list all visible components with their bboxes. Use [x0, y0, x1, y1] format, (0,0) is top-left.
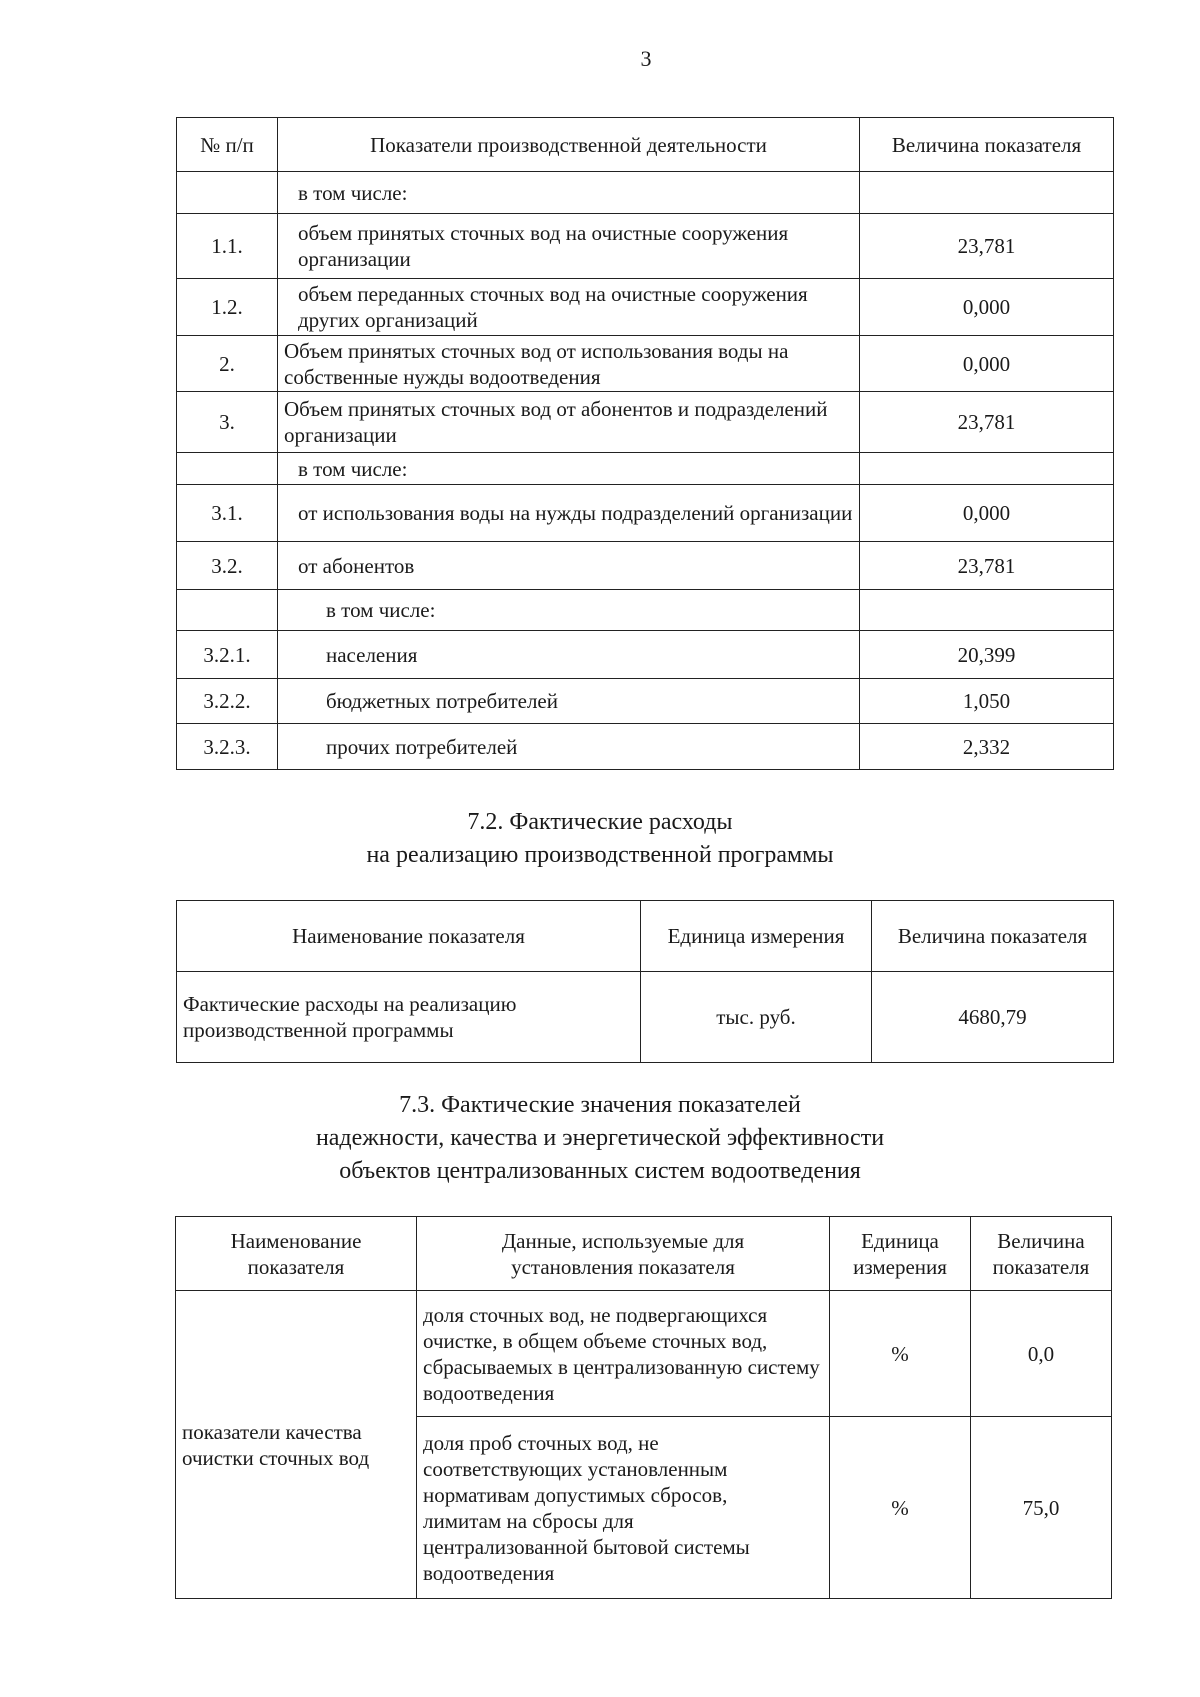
row-number: 3.2.2. [177, 679, 278, 724]
table-row [177, 679, 1114, 724]
row-unit: % [830, 1417, 971, 1599]
row-value: 23,781 [860, 214, 1114, 279]
table-row [177, 972, 1114, 1063]
row-name: бюджетных потребителей [278, 679, 860, 724]
row-value: 23,781 [860, 542, 1114, 590]
section-7-2-heading [0, 806, 1200, 872]
table-row [177, 542, 1114, 590]
header-cell: Данные, используемые для установления показателя [417, 1217, 830, 1291]
table-row [177, 724, 1114, 770]
table-header-row [176, 1217, 1112, 1291]
indicator-group: показатели качества очистки сточных вод [176, 1291, 417, 1599]
row-name: прочих потребителей [278, 724, 860, 770]
row-data: доля сточных вод, не подвергающихся очистке, в общем объеме сточных вод, сбрасываемых в централизованную систему водоотведения [417, 1291, 830, 1417]
header-cell: Наименование показателя [176, 1217, 417, 1291]
row-value: 2,332 [860, 724, 1114, 770]
heading-line: объектов централизованных систем водоотведения [339, 1158, 861, 1184]
row-name: Объем принятых сточных вод от абонентов и подразделений организации [278, 392, 860, 453]
table-row [176, 1291, 1112, 1417]
table-row [177, 279, 1114, 336]
row-value: 0,000 [860, 336, 1114, 392]
heading-line: надежности, качества и энергетической эффективности [315, 1125, 885, 1151]
row-value: 23,781 [860, 392, 1114, 453]
header-cell: Показатели производственной деятельности [278, 118, 860, 172]
header-cell: Величина показателя [872, 901, 1114, 972]
header-cell: Единица измерения [830, 1217, 971, 1291]
row-name: в том числе: [278, 590, 860, 631]
header-cell: Величина показателя [860, 118, 1114, 172]
row-value [860, 172, 1114, 214]
row-name: в том числе: [278, 453, 860, 485]
row-name: от абонентов [278, 542, 860, 590]
production-indicators-table [176, 117, 1114, 770]
table-row [177, 172, 1114, 214]
row-value: 1,050 [860, 679, 1114, 724]
row-value: 0,000 [860, 279, 1114, 336]
row-number [177, 590, 278, 631]
table-row [177, 590, 1114, 631]
header-cell: Единица измерения [641, 901, 872, 972]
row-name: объем принятых сточных вод на очистные сооружения организации [278, 214, 860, 279]
row-value: 4680,79 [872, 972, 1114, 1063]
table-header-row [177, 901, 1114, 972]
row-value [860, 590, 1114, 631]
row-number: 3.2.1. [177, 631, 278, 679]
row-name: от использования воды на нужды подразделений организации [278, 485, 860, 542]
row-number: 3.2. [177, 542, 278, 590]
row-unit: % [830, 1291, 971, 1417]
row-value: 0,0 [971, 1291, 1112, 1417]
row-name: объем переданных сточных вод на очистные сооружения других организаций [278, 279, 860, 336]
row-number: 2. [177, 336, 278, 392]
row-number [177, 172, 278, 214]
table-header-row [177, 118, 1114, 172]
row-name: в том числе: [278, 172, 860, 214]
row-number: 1.2. [177, 279, 278, 336]
heading-line: 7.3. Фактические значения показателей [399, 1092, 801, 1118]
row-number: 3. [177, 392, 278, 453]
row-name: Фактические расходы на реализацию производственной программы [177, 972, 641, 1063]
row-name: Объем принятых сточных вод от использования воды на собственные нужды водоотведения [278, 336, 860, 392]
table-row [177, 631, 1114, 679]
table-row [177, 392, 1114, 453]
table-row [177, 214, 1114, 279]
expenses-table [176, 900, 1114, 1063]
row-value: 75,0 [971, 1417, 1112, 1599]
row-number: 3.1. [177, 485, 278, 542]
row-number: 3.2.3. [177, 724, 278, 770]
quality-indicators-table [175, 1216, 1112, 1599]
row-unit: тыс. руб. [641, 972, 872, 1063]
header-cell: Величина показателя [971, 1217, 1112, 1291]
table-row [177, 453, 1114, 485]
heading-line: на реализацию производственной программы [366, 842, 834, 868]
header-cell: Наименование показателя [177, 901, 641, 972]
row-number: 1.1. [177, 214, 278, 279]
row-data: доля проб сточных вод, не соответствующих установленным нормативам допустимых сбросов, лимитам на сбросы для централизованной бытовой системы водоотведения [417, 1417, 830, 1599]
row-value: 20,399 [860, 631, 1114, 679]
row-number [177, 453, 278, 485]
section-7-3-heading [0, 1089, 1200, 1188]
header-cell: № п/п [177, 118, 278, 172]
heading-line: 7.2. Фактические расходы [467, 809, 733, 835]
row-name: населения [278, 631, 860, 679]
row-value: 0,000 [860, 485, 1114, 542]
page-number: 3 [640, 46, 652, 71]
table-row [177, 336, 1114, 392]
table-row [177, 485, 1114, 542]
row-value [860, 453, 1114, 485]
